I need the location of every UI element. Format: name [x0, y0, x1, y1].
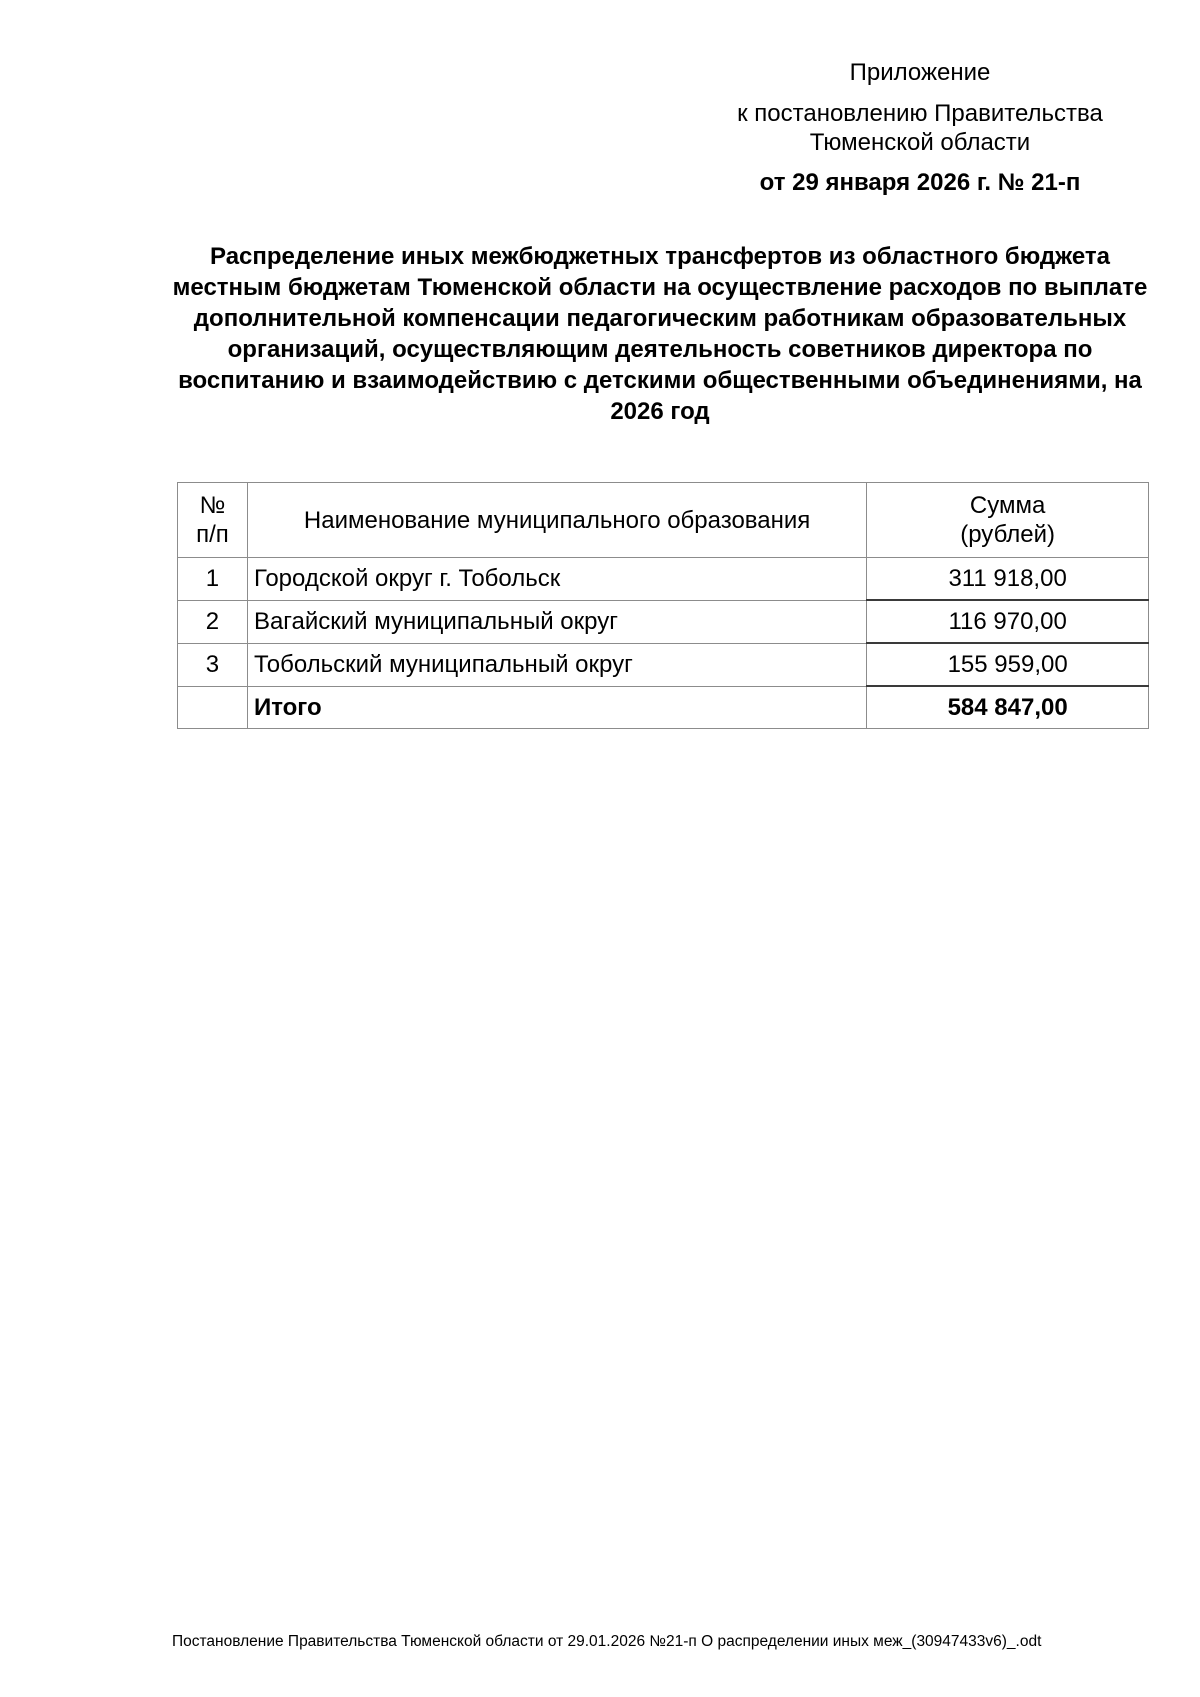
row-municipality: Вагайский муниципальный округ [247, 600, 866, 643]
appendix-reference-line-1: к постановлению Правительства [737, 100, 1103, 127]
table-total-row [178, 686, 1149, 729]
table-row [178, 558, 1149, 601]
row-number: 2 [178, 600, 248, 643]
total-number-empty [178, 686, 248, 729]
header-number [178, 483, 248, 558]
total-label: Итого [247, 686, 866, 729]
appendix-reference-line-2: Тюменской области [809, 129, 1031, 156]
row-sum: 155 959,00 [867, 643, 1149, 686]
appendix-title: Приложение [849, 59, 991, 86]
header-number-line-2: п/п [196, 521, 229, 548]
table-row [178, 600, 1149, 643]
row-sum: 116 970,00 [867, 600, 1149, 643]
total-sum: 584 847,00 [867, 686, 1149, 729]
table-row [178, 643, 1149, 686]
row-municipality: Тобольский муниципальный округ [247, 643, 866, 686]
row-municipality: Городской округ г. Тобольск [247, 558, 866, 601]
transfers-table [177, 482, 1149, 729]
header-sum-line-2: (рублей) [960, 521, 1055, 548]
header-sum-line-1: Сумма [969, 492, 1046, 519]
header-number-line-1: № [199, 492, 226, 519]
appendix-block [700, 58, 1140, 197]
table-header-row [178, 483, 1149, 558]
document-title: Распределение иных межбюджетных трансфертов из областного бюджета местным бюджетам Тюменской области на осуществление расходов по выплате дополнительной компенсации педагогическим работникам образовательных организаций, осуществляющим деятельность советников директора по воспитанию и взаимодействию с детскими общественными объединениями, на 2026 год [172, 243, 1148, 425]
page-footer: Постановление Правительства Тюменской области от 29.01.2026 №21-п О распределении иных меж_(30947433v6)_.odt [172, 1633, 1042, 1650]
header-municipality-name: Наименование муниципального образования [247, 483, 866, 558]
row-number: 3 [178, 643, 248, 686]
row-sum: 311 918,00 [867, 558, 1149, 601]
appendix-date-number: от 29 января 2026 г. № 21-п [759, 169, 1081, 196]
row-number: 1 [178, 558, 248, 601]
header-sum [867, 483, 1149, 558]
